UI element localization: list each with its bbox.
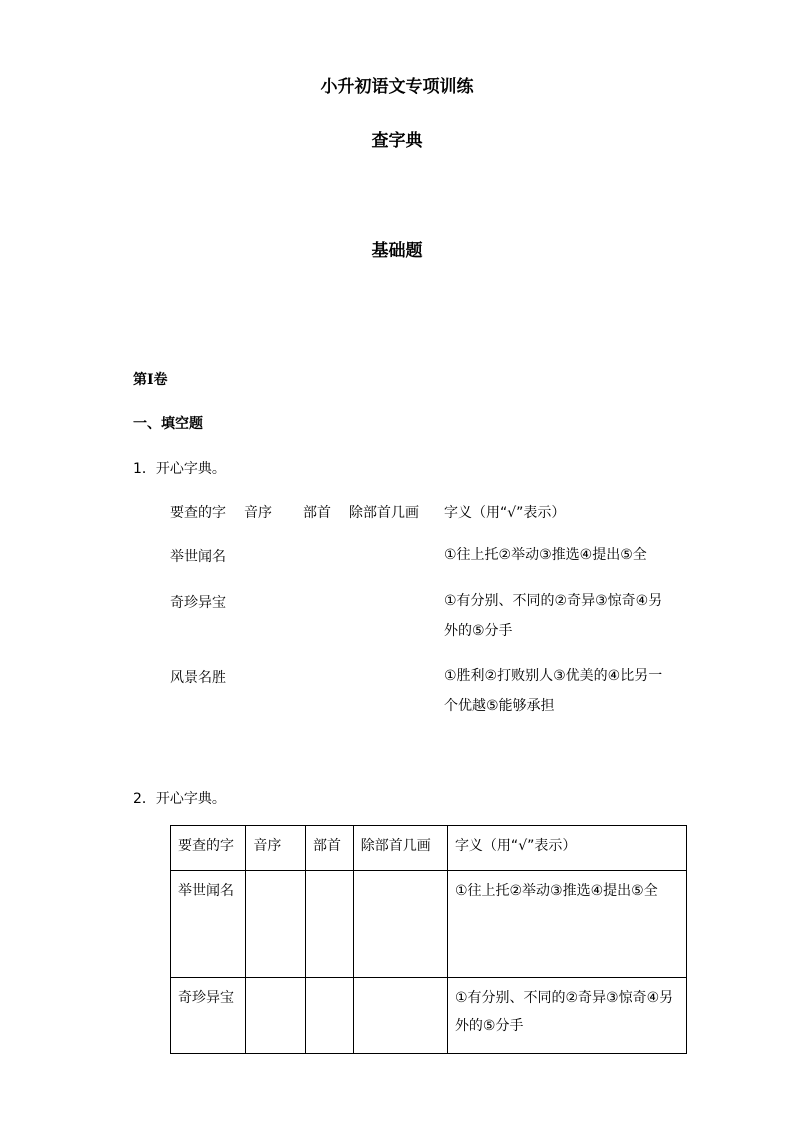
q1-row-3-word: 风景名胜 xyxy=(170,670,226,686)
section-heading: 一、填空题 xyxy=(133,416,203,432)
row-1-strokes-answer[interactable] xyxy=(353,871,447,978)
table-row xyxy=(171,871,687,978)
volume-heading: 第I卷 xyxy=(133,372,168,388)
q1-row-1-meaning: ①往上托②举动③推选④提出⑤全 xyxy=(444,547,647,563)
row-1-pinyin-answer[interactable] xyxy=(246,871,306,978)
question-2-label: 2．开心字典。 xyxy=(133,791,226,807)
level-heading: 基础题 xyxy=(371,241,423,261)
q1-row-2-word: 奇珍异宝 xyxy=(170,595,226,611)
row-1-word-cell: 举世闻名 xyxy=(171,871,246,978)
q1-header-strokes: 除部首几画 xyxy=(349,505,419,521)
q1-header-pinyin: 音序 xyxy=(244,505,272,521)
row-2-pinyin-answer[interactable] xyxy=(246,978,306,1054)
row-1-radical-answer[interactable] xyxy=(306,871,354,978)
table-header-row xyxy=(171,826,687,871)
table-row xyxy=(171,978,687,1054)
row-2-strokes-answer[interactable] xyxy=(353,978,447,1054)
q1-header-meaning: 字义（用“√”表示） xyxy=(444,505,566,521)
question-2-table xyxy=(170,825,687,1054)
row-2-word-cell: 奇珍异宝 xyxy=(171,978,246,1054)
row-2-meaning-cell: ①有分别、不同的②奇异③惊奇④另外的⑤分手 xyxy=(447,978,686,1054)
row-2-radical-answer[interactable] xyxy=(306,978,354,1054)
q1-row-2-meaning: ①有分别、不同的②奇异③惊奇④另外的⑤分手 xyxy=(444,593,663,639)
header-meaning-cell: 字义（用“√”表示） xyxy=(447,826,686,871)
q1-row-3-meaning: ①胜利②打败别人③优美的④比另一个优越⑤能够承担 xyxy=(444,668,663,714)
q1-row-1-word: 举世闻名 xyxy=(170,549,226,565)
header-pinyin-cell: 音序 xyxy=(246,826,306,871)
document-subtitle: 查字典 xyxy=(371,131,423,151)
header-radical-cell: 部首 xyxy=(306,826,354,871)
header-strokes-cell: 除部首几画 xyxy=(353,826,447,871)
q1-header-radical: 部首 xyxy=(303,505,331,521)
question-1-label: 1．开心字典。 xyxy=(133,461,226,477)
row-1-meaning-cell: ①往上托②举动③推选④提出⑤全 xyxy=(447,871,686,978)
header-char-cell: 要查的字 xyxy=(171,826,246,871)
document-title: 小升初语文专项训练 xyxy=(320,77,474,97)
q1-header-char: 要查的字 xyxy=(170,505,226,521)
